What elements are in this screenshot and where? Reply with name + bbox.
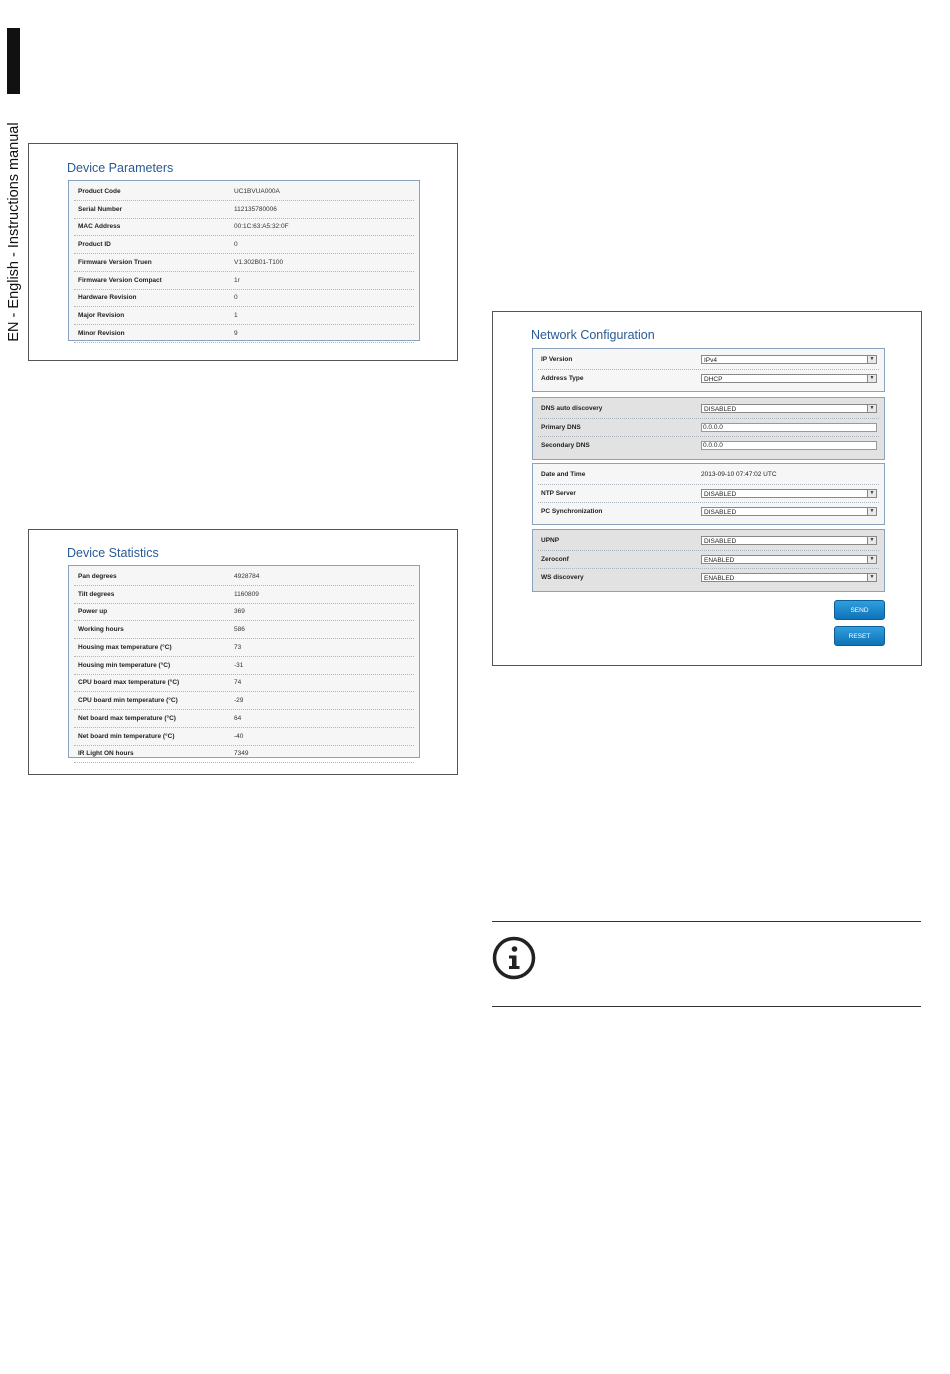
row-label: Tilt degrees [78,590,115,598]
chevron-down-icon[interactable]: ▼ [867,356,876,363]
send-button[interactable]: SEND [834,600,885,620]
zeroconf-label: Zeroconf [541,555,569,563]
ip-version-value: IPv4 [704,357,718,365]
secondary-dns-label: Secondary DNS [541,442,590,450]
zeroconf-row [538,551,879,570]
zeroconf-value: ENABLED [704,556,735,564]
row-value: 9 [234,329,238,337]
row-value: 1 [234,312,238,320]
row-label: IR Light ON hours [78,750,134,758]
row-value: 7349 [234,750,249,758]
chevron-down-icon[interactable]: ▼ [867,375,876,382]
chevron-down-icon[interactable]: ▼ [867,508,876,515]
date-time-value: 2013-09-10 07:47:02 UTC [701,471,777,479]
info-icon [492,936,536,980]
date-time-row [538,466,879,485]
row-label: Product ID [78,241,111,249]
chevron-down-icon[interactable]: ▼ [867,537,876,544]
row-value: 369 [234,608,245,616]
ip-settings-group [532,348,885,392]
dns-settings-group [532,397,885,460]
primary-dns-input[interactable]: 0.0.0.0 [701,423,877,432]
ws-discovery-select[interactable] [701,573,877,582]
row-value: 74 [234,679,242,687]
side-tab-label: EN - English - Instructions manual [6,122,22,342]
row-label: Minor Revision [78,329,125,337]
ntp-server-select[interactable] [701,489,877,498]
table-row [74,307,414,325]
row-label: CPU board max temperature (°C) [78,679,180,687]
row-value: UC1BVUA000A [234,187,280,195]
row-value: -31 [234,661,244,669]
chevron-down-icon[interactable]: ▼ [867,405,876,412]
row-label: Housing max temperature (°C) [78,643,172,651]
pc-sync-label: PC Synchronization [541,508,603,516]
row-value: V1.302B01-T100 [234,258,284,266]
ws-discovery-label: WS discovery [541,574,584,582]
row-label: CPU board min temperature (°C) [78,697,178,705]
row-value: 0 [234,294,238,302]
table-row [74,657,414,675]
row-label: Pan degrees [78,572,117,580]
row-value: 1160809 [234,590,259,598]
row-label: Firmware Version Compact [78,276,162,284]
ip-version-select[interactable] [701,355,877,364]
zeroconf-select[interactable] [701,555,877,564]
table-row [74,183,414,201]
pc-sync-row [538,503,879,521]
address-type-select[interactable] [701,374,877,383]
chevron-down-icon[interactable]: ▼ [867,574,876,581]
pc-sync-select[interactable] [701,507,877,516]
network-configuration-figure [492,311,922,666]
row-value: -40 [234,732,244,740]
upnp-row [538,532,879,551]
device-parameters-title: Device Parameters [67,161,174,175]
side-tab-marker [7,28,20,94]
pc-sync-value: DISABLED [704,509,737,517]
row-value: 4928784 [234,572,260,580]
primary-dns-label: Primary DNS [541,423,581,431]
ip-version-label: IP Version [541,356,573,364]
table-row [74,568,414,586]
table-row [74,639,414,657]
row-value: 112135780006 [234,205,277,213]
discovery-settings-group [532,529,885,592]
table-row [74,710,414,728]
table-row [74,728,414,746]
ntp-server-value: DISABLED [704,490,737,498]
table-row [74,290,414,308]
dns-auto-discovery-select[interactable] [701,404,877,413]
secondary-dns-row [538,437,879,455]
dns-auto-discovery-row [538,400,879,419]
row-value: 0 [234,241,238,249]
ws-discovery-row [538,569,879,587]
upnp-select[interactable] [701,536,877,545]
device-parameters-figure [28,143,458,361]
row-label: Firmware Version Truen [78,258,152,266]
row-label: Major Revision [78,312,125,320]
device-statistics-figure [28,529,458,775]
row-label: Housing min temperature (°C) [78,661,171,669]
reset-button[interactable]: RESET [834,626,885,646]
row-value: 00:1C:63:A5:32:0F [234,223,289,231]
table-row [74,201,414,219]
row-value: 73 [234,643,242,651]
table-row [74,325,414,343]
row-label: MAC Address [78,223,121,231]
chevron-down-icon[interactable]: ▼ [867,490,876,497]
ws-discovery-value: ENABLED [704,575,735,583]
upnp-label: UPNP [541,537,560,545]
device-parameters-table [68,180,420,341]
ip-version-row [538,351,879,370]
ntp-server-row [538,485,879,504]
row-label: Product Code [78,187,121,195]
network-configuration-title: Network Configuration [531,328,655,342]
primary-dns-row [538,419,879,438]
note-bottom-rule [492,1006,921,1007]
time-settings-group [532,463,885,525]
secondary-dns-input[interactable]: 0.0.0.0 [701,441,877,450]
table-row [74,692,414,710]
note-top-rule [492,921,921,922]
address-type-value: DHCP [704,375,723,383]
chevron-down-icon[interactable]: ▼ [867,556,876,563]
device-statistics-table [68,565,420,758]
table-row [74,604,414,622]
row-value: -29 [234,697,244,705]
upnp-value: DISABLED [704,538,737,546]
table-row [74,254,414,272]
table-row [74,236,414,254]
dns-auto-discovery-label: DNS auto discovery [541,405,603,413]
row-label: Serial Number [78,205,123,213]
device-statistics-title: Device Statistics [67,546,159,560]
row-label: Net board max temperature (°C) [78,714,176,722]
dns-auto-discovery-value: DISABLED [704,406,737,414]
row-label: Working hours [78,626,124,634]
ntp-server-label: NTP Server [541,489,576,497]
address-type-label: Address Type [541,374,584,382]
table-row [74,675,414,693]
table-row [74,272,414,290]
row-label: Net board min temperature (°C) [78,732,175,740]
address-type-row [538,370,879,388]
table-row [74,586,414,604]
row-value: 1r [234,276,240,284]
row-value: 64 [234,714,242,722]
row-label: Power up [78,608,108,616]
row-label: Hardware Revision [78,294,137,302]
table-row [74,219,414,237]
row-value: 586 [234,626,245,634]
table-row [74,746,414,764]
table-row [74,621,414,639]
date-time-label: Date and Time [541,471,586,479]
